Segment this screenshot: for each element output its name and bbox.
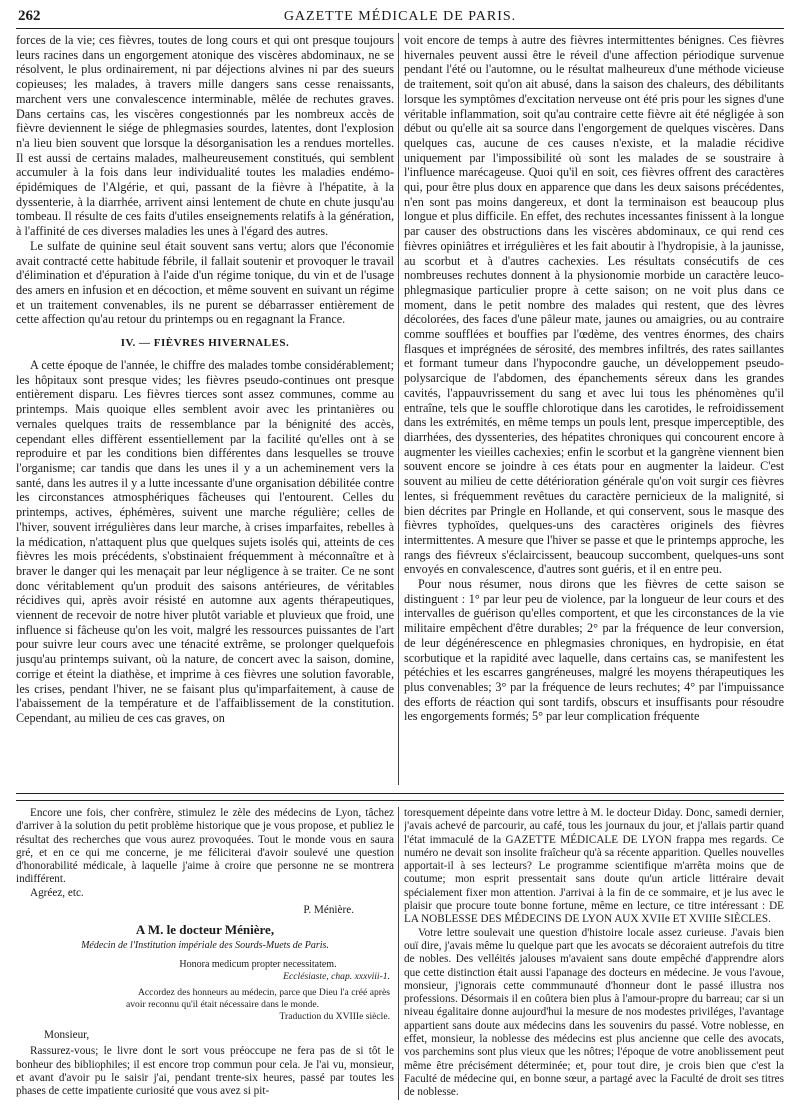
- signature: P. Ménière.: [303, 904, 354, 917]
- feuilleton-paragraph: Votre lettre soulevait une question d'histoire locale assez curieuse. J'avais bien ouï dire, j'avais même lu quelque part que les avocats se décoraient autrefois du titre de nobles. Des velléités jalouses m'avaient sans doute empêché d'apprendre alors que cette distinction était aussi l'apanage des docteurs en médecine. Je vous l'avoue, monsieur, j'ignorais cette commmunauté d'honneur dont le passé illustra nos professions. Désormais il en coûtera bien plus à l'amour-propre du barreau; car si un niveau égalitaire donne aujourd'hui la mesure de nos modestes priviléges, l'avantage appartient sans doute aux médecins dans les souvenirs du passé. Votre noblesse, en effet, monsieur, la noblesse des médecins est plus ancienne que celle des avocats, vos parchemins sont plus vieux que les nôtres; l'époque de votre anoblissement peut même être précisément déterminée; et, pour tout dire, je crois bien que c'est la Faculté de médecine qui, en bonne sœur, a partagé avec la Faculté de droit ses titres de noblesse.: [404, 926, 784, 1099]
- article-paragraph: Pour nous résumer, nous dirons que les fièvres de cette saison se distinguent : 1° par leur peu de violence, par la longueur de leur cours et des intervalles de guérison qu'elles comportent, et que les circonstances de la vie militaire empêchent d'être durables; 2° par la fréquence de leur conversion, de leur dégénérescence en phlegmasies chroniques, en hydropisie, en état scorbutique et la rapidité avec laquelle, dans certains cas, se manifestent les pétéchies et les escarres gangréneuses, malgré les moyens thérapeutiques les plus convenables; 3° par la fréquence de leurs rechutes; 4° par l'impuissance des efforts de réaction qui sont tardifs, obscurs et insuffisants pour résoudre les engorgements formés; 5° par leur complication fréquente: [404, 577, 784, 724]
- article-paragraph: voit encore de temps à autre des fièvres intermittentes bénignes. Ces fièvres hivernales peuvent aussi être le réveil d'une affection périodique survenue pendant l'été ou l'automne, ou le résultat malheureux d'une méthode vicieuse de traitement, soit qu'on ait abusé, dans la saison des chaleurs, des débilitants lorsque les symptômes d'excitation nerveuse ont été pris pour les signes d'une véritable inflammation, soit qu'au contraire cette fièvre ait été négligée à son début ou qu'elle ait sa source dans l'engorgement de quelques viscères. Dans quelques cas, aucune de ces causes n'existe, et la maladie récidive uniquement par l'impossibilité où sont les malades de se soustraire à l'influence marécageuse. Quoi qu'il en soit, ces fièvres offrent des caractères qui, pour être plus doux en apparence que dans les deux saisons précédentes, n'en sont pas moins dangereux, et dont la terminaison est beaucoup plus longue et plus difficile. En effet, des rechutes incessantes finissent à la longue par causer des obstructions dans les viscères abdominaux, ce qui rend ces fièvres opiniâtres et irrégulières et les fait aboutir à l'hydropisie, à la jaunisse, au scorbut et à d'autres cachexies. Les résultats consécutifs de ces nombreuses rechutes donnent à la physionomie morbide un caractère leuco-phlegmasique particulier propre à cette saison; on ne voit plus dans ce moment, dans le petit nombre des malades qui restent, que des lèvres décolorées, des faces d'une pâleur mate, jaunes ou amaigries, ou au contraire comme soufflées et bouffies par l'œdème, des ventres énormes, des chairs flasques et imprégnées de sérosité, des membres infiltrés, des rates saillantes et formant tumeur dans l'hypocondre gauche, un développement pseudo-polysarcique de l'abdomen, des épanchements séreux dans les grandes cavités, l'appauvrissement du sang et avec lui tous les phénomènes qu'il entraîne, tels que le souffle chlorotique dans les carotides, le refroidissement dans les extrémités, en même temps un pouls lent, presque imperceptible, des diarrhées, des dyssenteries, des hépatites chroniques qui concourent encore à augmenter les vieilles cachexies; enfin le scorbut et la gangrène viennent bien souvent encore se joindre à ces états pour en augmenter la laideur. C'est souvent au milieu de cette détérioration générale qu'on voit surgir ces fièvres lentes, si fréquemment revêtues du caractère pernicieux de la malignité, si bien décrites par Pringle en Hollande, et qui conservent, sous le masque des fièvres typhoïdes, quelques-uns des caractères originels des fièvres intermittentes. A mesure que l'hiver se passe et que le printemps approche, les rangs des fiévreux s'éclaircissent, beaucoup succombent, quelques-uns sont envoyés en convalescence, d'autres sont guéris, et il en entre peu.: [404, 33, 784, 577]
- page-header: [16, 6, 784, 29]
- feuilleton-paragraph: Rassurez-vous; le livre dont le sort vous préoccupe ne fera pas de si tôt le bonheur des bibliophiles; il est encore trop commun pour cela. Je l'ai vu, monsieur, et avant d'avoir pu le saisir j'ai, pendant trente-six heures, passé par toutes les phases de cette impatiente curiosité que vous avez si pit-: [16, 1045, 394, 1098]
- feuilleton-right-column: [404, 807, 784, 1100]
- article-paragraph: Le sulfate de quinine seul était souvent sans vertu; alors que l'économie avait contracté cette habitude fébrile, il fallait soutenir et provoquer le travail d'élimination et d'épuration à l'aide d'un régime tonique, du vin et de l'usage des amers en infusion et en décoction, et même souvent en suivant un régime et un traitement convenables, ils ne purent se débarrasser entièrement de cette affection qu'au retour du printemps ou en regagnant la France.: [16, 238, 394, 327]
- dedication-title: A M. le docteur Ménière,: [135, 922, 275, 938]
- epigraph-french: Accordez des honneurs au médecin, parce que Dieu l'a créé après avoir reconnu qu'il était nécessaire dans le monde.: [126, 987, 390, 1011]
- feuilleton: [16, 807, 784, 1100]
- feuilleton-paragraph: Encore une fois, cher confrère, stimulez le zèle des médecins de Lyon, tâchez d'arriver à la solution du petit problème historique que je vous propose, et publiez le résultat des recherches que vous aurez provoquées. Tout le monde vous en saura gré, et en ce qui me concerne, je me féliciterai d'avoir soulevé une question d'honorabilité médicale, à laquelle j'aime à croire que personne ne se montrera indifférent.: [16, 807, 394, 886]
- main-left-column: [16, 33, 394, 785]
- article-paragraph: A cette époque de l'année, le chiffre des malades tombe considérablement; les hôpitaux sont presque vides; les fièvres pseudo-continues ont presque entièrement disparu. Les fièvres tierces sont assez communes, comme au printemps. Mais quoique elles semblent avoir avec les printanières ou vernales quelques traits de ressemblance par la bénignité des accès, cependant elles diffèrent essentiellement par la facilité qu'elles ont à se reproduire et par les conditions bien différentes dans lesquelles se trouve l'organisme; car tandis que dans les unes il y a un acheminement vers la santé, dans les autres il y a lutte incessante d'une organisation débilitée contre les circonstances atmosphériques fâcheuses qui l'entourent. Celles du printemps, actives, éphémères, suivent une marche régulière; celles de l'hiver, souvent irrégulières dans leur marche, à crises imparfaites, rebelles à la médication, n'attaquent plus que quelques sujets isolés qui, atteints de ces fièvres les mois précédents, s'obstinaient fréquemment à méconnaître et à braver le danger qui les menaçait par leur négligence à se traiter. Ce ne sont donc véritablement qu'un produit des saisons antérieures, de véritables récidives qui, après avoir résisté en automne aux agents thérapeutiques, viennent de recevoir de notre hiver plutôt variable et pluvieux que froid, une influence si fâcheuse qu'on les voit, malgré les ressources puissantes de l'art pour suivre leur cours avec une ténacité extrême, se prolonger quelquefois jusqu'au printemps suivant, où la nature, de concert avec la saison, domine, corrige et éteint la diathèse, et imprime à ces fièvres une solution favorable, les crises, pendant l'hiver, ne se faisant plus qu'imparfaitement, à cause de l'abaissement de la température et de l'affaiblissement de la constitution. Cependant, au milieu de ces cas graves, on: [16, 358, 394, 725]
- newspaper-page: [16, 6, 784, 1100]
- dedication-subtitle: Médecin de l'Institution impériale des Sourds-Muets de Paris.: [81, 940, 329, 952]
- epigraph-translation: Traduction du XVIIIe siècle.: [279, 1011, 390, 1023]
- feuilleton-rule: [16, 793, 784, 801]
- journal-title: GAZETTE MÉDICALE DE PARIS.: [283, 9, 517, 24]
- column-divider: [398, 33, 399, 785]
- greeting: Monsieur,: [44, 1029, 90, 1042]
- page-number: 262: [18, 8, 41, 24]
- main-right-column: [404, 33, 784, 785]
- article-paragraph: forces de la vie; ces fièvres, toutes de long cours et qui ont presque toujours leurs racines dans un engorgement atonique des viscères abdominaux, ne se résolvent, le plus ordinairement, ni par déjections alvines ni par des sueurs copieuses; les malades, à travers mille dangers sans cesse renaissants, marchent vers une convalescence interminable, mêlée de rechutes graves. Dans certains cas, les viscères congestionnés par les nombreux accès de fièvre deviennent le siége de phlegmasies sourdes, latentes, dont l'explosion n'a lieu bien souvent que lorsque la désorganisation les a rendues mortelles. Il est aussi de certains malades, malheureusement constitués, qui semblent accumuler à la fois dans leur individualité toutes les maladies endémo-épidémiques de l'Algérie, et qui, passant de la fièvre à l'hépatite, à la dyssenterie, à la diarrhée, arrivent ainsi lentement de chute en chute jusqu'au tombeau. Il résulte de ces faits d'utiles enseignements relatifs à la génération, à l'affinité de ces diverses maladies les unes à l'égard des autres.: [16, 33, 394, 239]
- feuilleton-left-column: [16, 807, 394, 1100]
- closing-line: Agréez, etc.: [30, 886, 84, 899]
- main-article: [16, 33, 784, 785]
- feuilleton-paragraph: toresquement dépeinte dans votre lettre à M. le docteur Diday. Donc, samedi dernier, j'avais achevé de parcourir, au café, tous les journaux du jour, et j'allais partir quand l'état immaculé de la GAZETTE MÉDICALE DE LYON frappa mes regards. Ce numéro ne devait son insolite fraîcheur qu'à sa récente apparition. Quelles nouvelles apportait-il à ses lecteurs? Le programme scientifique m'arrêta moins que de coutume; mon esprit pressentait sans doute qu'un article littéraire devait spécialement fixer mon attention. J'arrivai à la fin de ce sommaire, et je lus avec le plaisir que procure toute bonne fortune, même en lecture, ce titre intéressant : DE LA NOBLESSE DES MÉDECINS DE LYON AUX XVIIe ET XVIIIe SIÈCLES.: [404, 807, 784, 926]
- epigraph-reference: Ecclésiaste, chap. xxxviii-1.: [283, 971, 390, 983]
- section-heading: IV. — FIÈVRES HIVERNALES.: [120, 337, 290, 350]
- epigraph-latin: Honora medicum propter necessitatem.: [179, 959, 337, 971]
- column-divider: [398, 807, 399, 1100]
- epigraph: [126, 959, 390, 1023]
